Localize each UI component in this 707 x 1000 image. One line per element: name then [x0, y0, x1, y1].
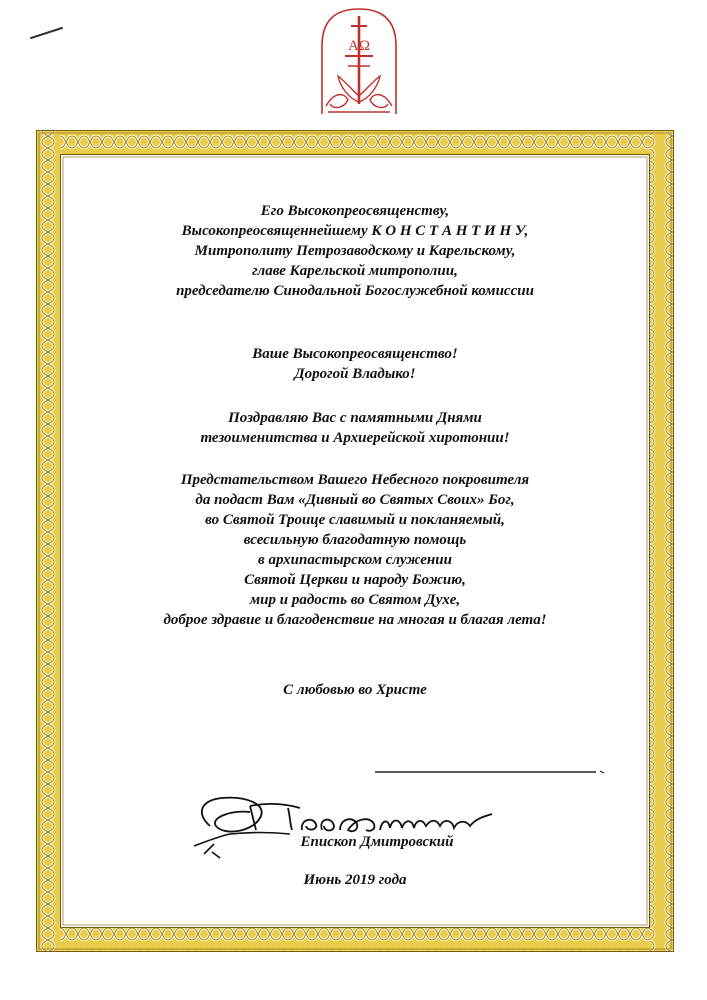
addressee-line: Его Высокопреосвященству,: [260, 203, 450, 219]
cross-alpha-omega-icon: [318, 6, 400, 118]
wishes-line: да подаст Вам «Дивный во Святых Своих» Бог,: [195, 492, 515, 508]
addressee-line: председателю Синодальной Богослужебной комиссии: [176, 283, 534, 299]
greeting-line: Ваше Высокопреосвященство!: [252, 346, 458, 362]
emblem-letters: ΑΩ: [348, 38, 370, 54]
addressee-line: Высокопреосвященнейшему К О Н С Т А Н Т И Н У,: [181, 223, 529, 239]
wishes-line: мир и радость во Святом Духе,: [249, 592, 461, 608]
wishes-line: Предстательством Вашего Небесного покровителя: [180, 472, 530, 488]
letter-date: Июнь 2019 года: [303, 872, 407, 888]
congrats-line: тезоименитства и Архиерейской хиротонии!: [200, 430, 510, 446]
signatory-title: Епископ Дмитровский: [300, 834, 454, 850]
greeting-line: Дорогой Владыко!: [294, 366, 416, 382]
greeting-block: [100, 344, 610, 384]
congrats-line: Поздравляю Вас с памятными Днями: [228, 410, 482, 426]
handwritten-signature: [190, 786, 500, 866]
closing-line: С любовью во Христе: [283, 682, 427, 698]
addressee-block: [100, 201, 610, 301]
wishes-line: всесильную благодатную помощь: [243, 532, 467, 548]
wishes-line: в архипастырском служении: [258, 552, 452, 568]
wishes-block: [100, 470, 610, 630]
pen-stroke-mark: [30, 26, 64, 40]
congratulation-block: [100, 408, 610, 448]
addressee-line: Митрополиту Петрозаводскому и Карельскому,: [194, 243, 516, 259]
signature-rule: [374, 768, 606, 776]
addressee-line: главе Карельской митрополии,: [252, 263, 458, 279]
wishes-line: во Святой Троице славимый и покланяемый,: [205, 512, 505, 528]
wishes-line: Святой Церкви и народу Божию,: [244, 572, 466, 588]
wishes-line: доброе здравие и благоденствие на многая и благая лета!: [163, 612, 547, 628]
